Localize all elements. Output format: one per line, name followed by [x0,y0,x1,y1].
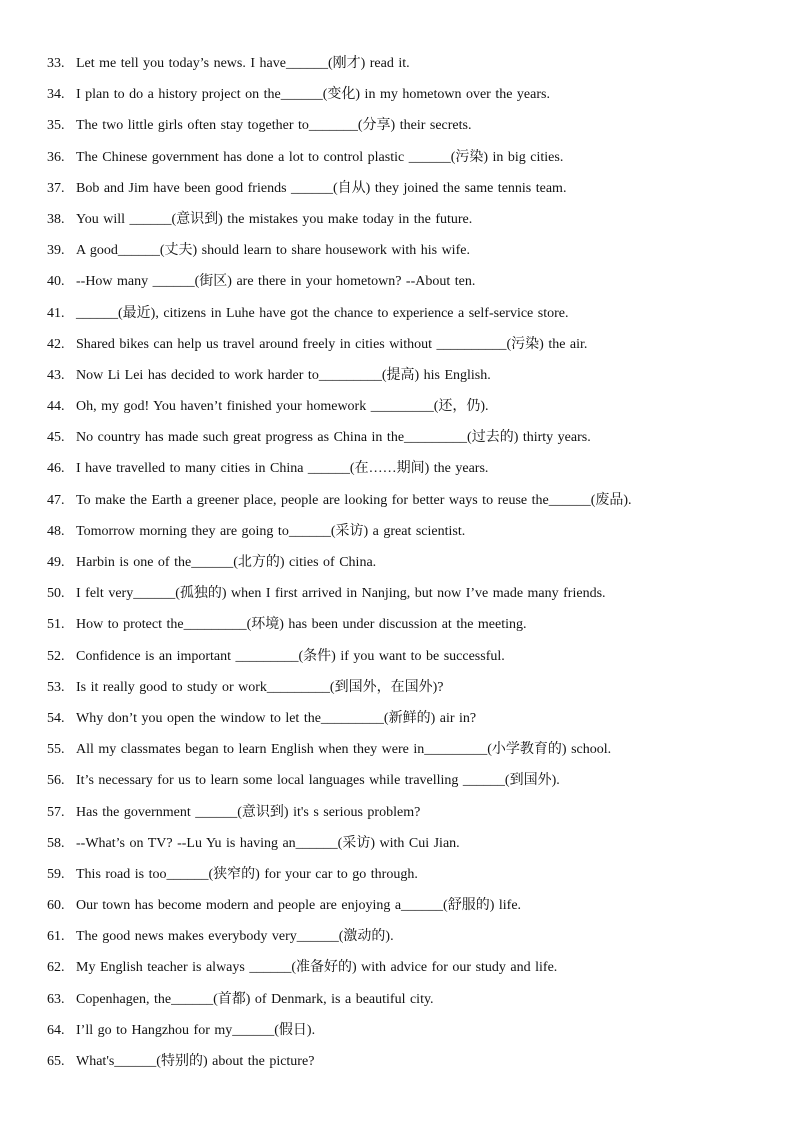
item-number: 60. [47,898,65,914]
exercise-item [47,678,747,709]
item-text: Tomorrow morning they are going to______(采访) a great scientist. [76,523,466,539]
item-number: 65. [47,1054,65,1069]
item-text: Let me tell you today’s news. I have______(刚才) read it. [76,56,410,71]
exercise-item [47,1021,747,1052]
item-text: Has the government ______(意识到) it's s serious problem? [76,804,421,820]
item-text: --What’s on TV? --Lu Yu is having an______(采访) with Cui Jian. [76,835,460,851]
exercise-item [47,927,747,958]
item-text: You will ______(意识到) the mistakes you make today in the future. [76,211,473,227]
item-number: 41. [47,305,65,321]
item-number: 45. [47,430,65,446]
exercise-item [47,709,747,740]
item-number: 39. [47,243,65,259]
item-number: 57. [47,804,65,820]
exercise-item [47,1052,747,1083]
item-number: 40. [47,274,65,290]
exercise-item [47,272,747,303]
item-number: 56. [47,773,65,789]
item-number: 50. [47,586,65,602]
item-text: Shared bikes can help us travel around freely in cities without __________(污染) the air. [76,336,588,352]
item-number: 48. [47,523,65,539]
exercise-item [47,304,747,335]
item-number: 49. [47,555,65,570]
exercise-item [47,553,747,584]
item-text: The good news makes everybody very______(激动的). [76,929,394,945]
exercise-item [47,54,747,85]
item-text: My English teacher is always ______(准备好的) with advice for our study and life. [76,960,558,976]
exercise-item [47,397,747,428]
item-number: 55. [47,742,65,758]
exercise-item [47,241,747,272]
item-text: All my classmates began to learn English when they were in_________(小学教育的) school. [76,742,612,758]
exercise-item [47,740,747,771]
item-number: 43. [47,367,65,383]
exercise-item [47,834,747,865]
item-number: 47. [47,492,65,508]
item-text: I have travelled to many cities in China ______(在……期间) the years. [76,461,489,477]
exercise-item [47,148,747,179]
exercise-item [47,522,747,553]
item-text: Oh, my god! You haven’t finished your homework _________(还，仍). [76,399,489,415]
item-number: 35. [47,118,65,134]
item-number: 33. [47,56,65,71]
item-text: ______(最近), citizens in Luhe have got the chance to experience a self-service store. [76,305,569,321]
item-text: Bob and Jim have been good friends ______(自从) they joined the same tennis team. [76,180,567,196]
exercise-item [47,335,747,366]
item-text: Now Li Lei has decided to work harder to_________(提高) his English. [76,367,491,383]
item-text: What's______(特别的) about the picture? [76,1054,315,1069]
exercise-item [47,366,747,397]
item-number: 34. [47,87,65,103]
item-number: 37. [47,180,65,196]
item-text: Is it really good to study or work_________(到国外，在国外)? [76,679,444,695]
exercise-item [47,428,747,459]
item-text: Our town has become modern and people are enjoying a______(舒服的) life. [76,898,522,914]
item-text: Harbin is one of the______(北方的) cities of China. [76,555,377,570]
item-text: I felt very______(孤独的) when I first arrived in Nanjing, but now I’ve made many friends. [76,586,606,602]
exercise-item [47,116,747,147]
exercise-item [47,85,747,116]
item-text: I plan to do a history project on the______(变化) in my hometown over the years. [76,87,550,103]
item-text: Copenhagen, the______(首都) of Denmark, is a beautiful city. [76,991,434,1007]
item-number: 53. [47,679,65,695]
item-number: 64. [47,1022,65,1038]
item-number: 58. [47,835,65,851]
item-number: 42. [47,336,65,352]
exercise-item [47,865,747,896]
item-number: 46. [47,461,65,477]
exercise-item [47,896,747,927]
item-text: This road is too______(狭窄的) for your car to go through. [76,866,418,882]
exercise-item [47,584,747,615]
exercise-list [47,54,747,1083]
item-number: 52. [47,648,65,664]
item-text: A good______(丈夫) should learn to share housework with his wife. [76,243,470,259]
exercise-item [47,615,747,646]
item-number: 44. [47,399,65,415]
item-number: 51. [47,617,65,633]
item-number: 61. [47,929,65,945]
item-number: 62. [47,960,65,976]
exercise-item [47,179,747,210]
exercise-item [47,803,747,834]
item-text: I’ll go to Hangzhou for my______(假日). [76,1022,316,1038]
item-text: --How many ______(街区) are there in your hometown? --About ten. [76,274,476,290]
item-number: 54. [47,710,65,726]
item-number: 36. [47,149,65,165]
item-number: 63. [47,991,65,1007]
item-text: To make the Earth a greener place, people are looking for better ways to reuse the______(废品). [76,492,632,508]
item-text: How to protect the_________(环境) has been under discussion at the meeting. [76,617,527,633]
exercise-item [47,459,747,490]
item-text: The Chinese government has done a lot to control plastic ______(污染) in big cities. [76,149,564,165]
exercise-item [47,771,747,802]
exercise-item [47,990,747,1021]
item-number: 59. [47,866,65,882]
exercise-item [47,958,747,989]
item-text: No country has made such great progress as China in the_________(过去的) thirty years. [76,430,591,446]
item-text: It’s necessary for us to learn some local languages while travelling ______(到国外). [76,773,560,789]
exercise-item [47,647,747,678]
exercise-item [47,210,747,241]
exercise-item [47,491,747,522]
item-text: Why don’t you open the window to let the_________(新鲜的) air in? [76,710,477,726]
item-text: The two little girls often stay together to_______(分享) their secrets. [76,118,472,134]
item-text: Confidence is an important _________(条件) if you want to be successful. [76,648,505,664]
item-number: 38. [47,211,65,227]
